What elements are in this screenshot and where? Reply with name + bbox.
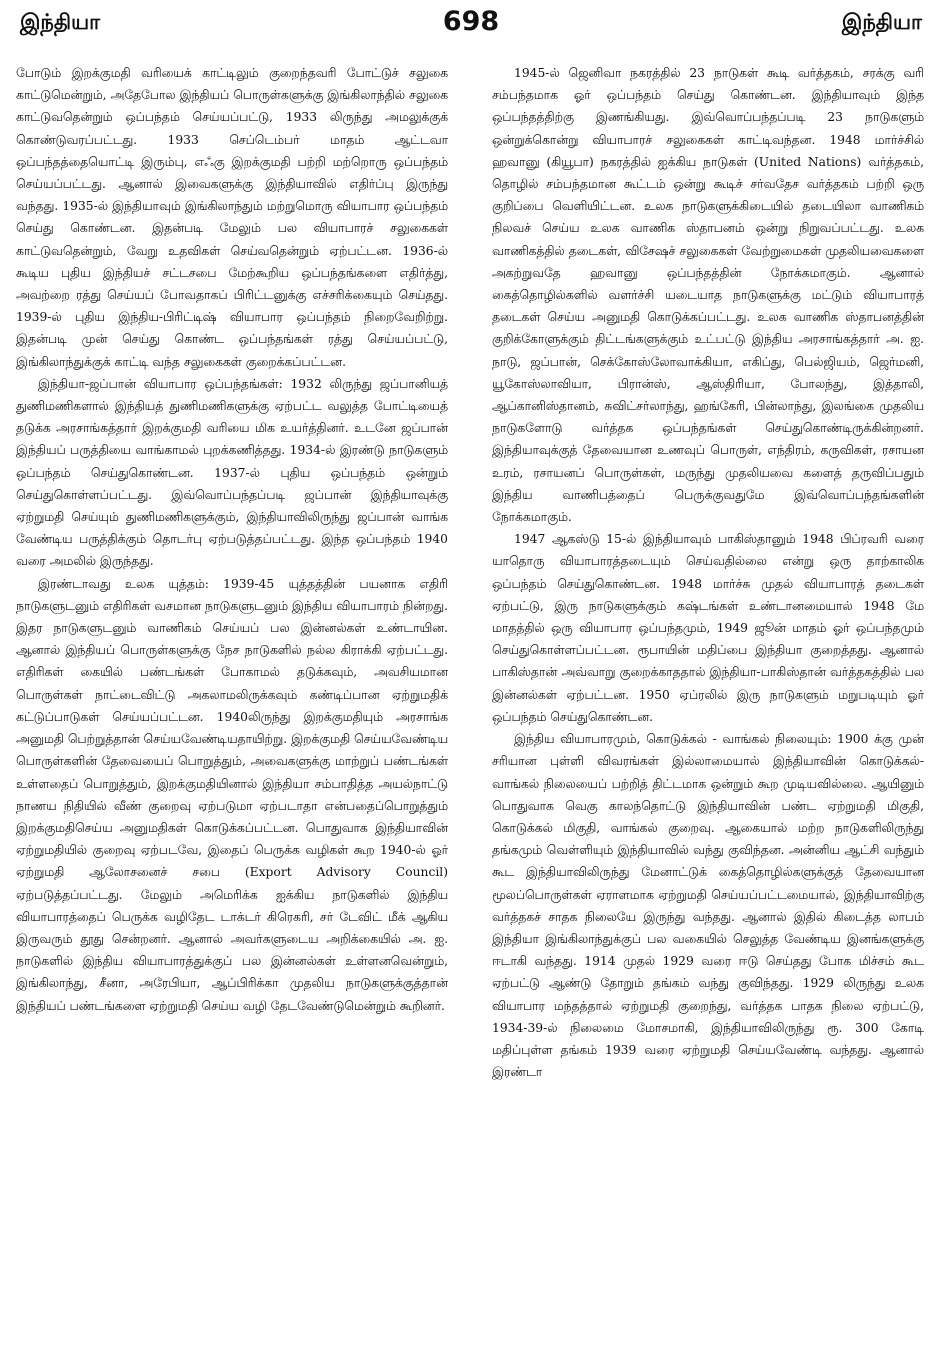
paragraph: 1945-ல் ஜெனிவா நகரத்தில் 23 நாடுகள் கூடி வர்த்தகம், சரக்கு வரி சம்பந்தமாக ஓர் ஒப்பந்தம் செய்து கொண்டன. இந்தியாவும் இந்த ஒப்பந்தத்திற்கு இணங்கியது. இவ்வொப்பந்தப்படி 23 நாடுகளும் ஒன்றுக்கொன்று வியாபாரச் சலுகைகள் காட்டிவந்தன. 1948 மார்ச்சில் ஹவானு (கியூபா) நகரத்தில் ஐக்கிய நாடுகள் (United Nations) வர்த்தகம், தொழில் சம்பந்தமான கூட்டம் ஒன்று கூடிச் சர்வதேச வர்த்தகம் பற்றி ஒரு குறிப்பை வெளியிட்டன. உலக நாடுகளுக்கிடையில் தடையிலா வாணிகம் நிலவச் செய்ய உலக வாணிக ஸ்தாபனம் ஒன்று நிறுவப்பட்டது. உலக வாணிகத்தில் தடைகள், விசேஷச் சலுகைகள் வேற்றுமைகள் முதலியவைகளை அகற்றுவதே ஹவானு ஒப்பந்தத்தின் நோக்கமாகும். ஆனால் கைத்தொழில்களில் வளர்ச்சி யடையாத நாடுகளுக்கு மட்டும் வியாபாரத் தடைகள் செய்ய அனுமதி கொடுக்கப்பட்டது. உலக வாணிக ஸ்தாபனத்தின் குறிக்கோளுக்கும் திட்டங்களுக்கும் உட்பட்டு இந்திய அரசாங்கத்தார் அ. ஐ. நாடு, ஜப்பான், செக்கோஸ்லோவாக்கியா, எகிப்து, பெல்ஜியம், ஜெர்மனி, யூகோஸ்லாவியா, பிரான்ஸ், ஆஸ்திரியா, போலந்து, இத்தாலி, ஆப்கானிஸ்தானம், சுவிட்சர்லாந்து, ஹங்கேரி, பின்லாந்து, இலங்கை முதலிய நாடுகளோடு வர்த்தக ஒப்பந்தங்கள் செய்துகொண்டிருக்கின்றனர். இந்தியாவுக்குத் தேவையான உணவுப் பொருள், எந்திரம், கருவிகள், ரசாயன உரம், ரசாயனப் பொருள்கள், மருந்து முதலியவை களைத் தருவிப்பதும் இந்திய வாணிபத்தைப் பெருக்குவதுமே இவ்வொப்பந்தங்களின் நோக்கமாகும். — [492, 66, 924, 525]
paragraph: இந்தியா-ஜப்பான் வியாபார ஒப்பந்தங்கள்: 1932 லிருந்து ஜப்பானியத் துணிமணிகளால் இந்தியத் துணிமணிகளுக்கு ஏற்பட்ட வலுத்த போட்டியைத் தடுக்க அரசாங்கத்தார் இறக்குமதி வரியை மிக உயர்த்தினர். உடனே ஜப்பான் இந்தியப் பருத்தியை வாங்காமல் புறக்கணித்தது. 1934-ல் இரண்டு நாடுகளும் ஒப்பந்தம் செய்துகொண்டன. 1937-ல் புதிய ஒப்பந்தம் ஒன்றும் செய்துகொள்ளப்பட்டது. இவ்வொப்பந்தப்படி ஜப்பான் இந்தியாவுக்கு ஏற்றுமதி செய்யும் துணிமணிகளுக்கும், இந்தியாவிலிருந்து ஜப்பான் வாங்க வேண்டிய பருத்திக்கும் தொடர்பு ஏற்படுத்தப்பட்டது. இந்த ஒப்பந்தம் 1940 வரை அமலில் இருந்தது. — [16, 376, 448, 569]
left-column — [16, 62, 448, 1354]
running-title-right: இந்தியா — [841, 10, 922, 34]
right-column — [492, 62, 924, 1354]
paragraph: இந்திய வியாபாரமும், கொடுக்கல் - வாங்கல் நிலையும்: 1900 க்கு முன் சரியான புள்ளி விவரங்கள் இல்லாமையால் இந்தியாவின் கொடுக்கல்-வாங்கல் நிலையைப் பற்றித் திட்டமாக ஒன்றும் கூற முடியவில்லை. ஆயினும் பொதுவாக வெகு காலந்தொட்டு இந்தியாவின் பண்ட ஏற்றுமதி மிகுதி, கொடுக்கல் மிகுதி, வாங்கல் குறைவு. ஆகையால் மற்ற நாடுகளிலிருந்து தங்கமும் வெள்ளியும் இந்தியாவில் வந்து குவிந்தன. அன்னிய ஆட்சி வந்தும் கூட இந்தியாவிலிருந்து மேனாட்டுக் கைத்தொழில்களுக்குத் தேவையான மூலப்பொருள்கள் ஏராளமாக ஏற்றுமதி செய்யப்பட்டமையால், இந்தியாவிற்கு வர்த்தகச் சாதக நிலையே இருந்து வந்தது. ஆனால் இதில் கிடைத்த லாபம் இந்தியா இங்கிலாந்துக்குப் பல வகையில் செலுத்த வேண்டிய இனங்களுக்கு ஈடாகி வந்தது. 1914 முதல் 1929 வரை ஈடு செய்தது போக மிச்சம் கூட ஏற்பட்டு ஆண்டு தோறும் தங்கம் வந்து குவிந்தது. 1929 லிருந்து உலக வியாபார மந்தத்தால் ஏற்றுமதி குறைந்து, வர்த்தக பாதக நிலை ஏற்பட்டு, 1934-39-ல் நிலைமை மோசமாகி, இந்தியாவிலிருந்து ரூ. 300 கோடி மதிப்புள்ள தங்கம் 1939 வரை ஏற்றுமதி செய்யவேண்டி வந்தது. ஆனால் இரண்டா — [492, 732, 924, 1080]
running-title-left: இந்தியா — [20, 10, 101, 34]
paragraph: 1947 ஆகஸ்டு 15-ல் இந்தியாவும் பாகிஸ்தானும் 1948 பிப்ரவரி வரை யாதொரு வியாபாரத்தடையும் செய்வதில்லை என்று ஒரு தாற்காலிக ஒப்பந்தம் செய்துகொண்டன. 1948 மார்ச்சு முதல் வியாபாரத் தடைகள் ஏற்பட்டு, இரு நாடுகளுக்கும் கஷ்டங்கள் உண்டானமையால் 1948 மே மாதத்தில் ஒரு வியாபார ஒப்பந்தமும், 1949 ஜூன் மாதம் ஓர் ஒப்பந்தமும் செய்துகொள்ளப்பட்டன. ரூபாயின் மதிப்பை இந்தியா குறைத்தது. ஆனால் பாகிஸ்தான் அவ்வாறு குறைக்காததால் இந்தியா-பாகிஸ்தான் வர்த்தகத்தில் பல இன்னல்கள் ஏற்பட்டன. 1950 ஏப்ரலில் இரு நாடுகளும் மறுபடியும் ஓர் ஒப்பந்தம் செய்துகொண்டன. — [492, 532, 924, 724]
paragraph: போடும் இறக்குமதி வரியைக் காட்டிலும் குறைந்தவரி போட்டுச் சலுகை காட்டுமென்றும், அதேபோல இந்தியப் பொருள்களுக்கு இங்கிலாந்தில் சலுகை காட்டுவதென்றும் ஒப்பந்தம் செய்யப்பட்டு, 1933 லிருந்து அமலுக்குக் கொண்டுவரப்பட்டது. 1933 செப்டெம்பர் மாதம் ஆட்டவா ஒப்பந்தத்தையொட்டி இரும்பு, எஃகு இறக்குமதி பற்றி மற்றொரு ஒப்பந்தம் செய்யப்பட்டது. ஆனால் இவைகளுக்கு இந்தியாவில் எதிர்ப்பு இருந்து வந்தது. 1935-ல் இந்தியாவும் இங்கிலாந்தும் மற்றுமொரு வியாபார ஒப்பந்தம் செய்து கொண்டன. இதன்படி மேலும் பல வியாபாரச் சலுகைகள் காட்டுவதென்றும், வேறு உதவிகள் செய்வதென்றும் ஏற்பட்டன. 1936-ல் கூடிய புதிய இந்தியச் சட்டசபை மேற்கூறிய ஒப்பந்தங்களை எதிர்த்து, அவற்றை ரத்து செய்யப் போவதாகப் பிரிட்டனுக்கு எச்சரிக்கையும் செய்தது. 1939-ல் புதிய இந்திய-பிரிட்டிஷ் வியாபார ஒப்பந்தம் நிறைவேறிற்று. இதன்படி முன் செய்து கொண்ட ஒப்பந்தங்கள் ரத்து செய்யப்பட்டு, இங்கிலாந்துக்குக் காட்டி வந்த சலுகைகள் குறைக்கப்பட்டன. — [16, 66, 448, 369]
page-number: 698 — [442, 6, 500, 37]
paragraph: இரண்டாவது உலக யுத்தம்: 1939-45 யுத்தத்தின் பயனாக எதிரி நாடுகளுடனும் எதிரிகள் வசமான நாடுகளுடனும் இந்திய வியாபாரம் நின்றது. இதர நாடுகளுடனும் வாணிகம் செய்யப் பல இன்னல்கள் உண்டாயின. ஆனால் இந்தியப் பொருள்களுக்கு நேச நாடுகளில் நல்ல கிராக்கி ஏற்பட்டது. எதிரிகள் கையில் பண்டங்கள் போகாமல் தடுக்கவும், அவசியமான பொருள்கள் நாட்டைவிட்டு அகலாமலிருக்கவும் கண்டிப்பான ஏற்றுமதிக் கட்டுப்பாடுகள் செய்யப்பட்டன. 1940லிருந்து இறக்குமதியும் அரசாங்க அனுமதி பெற்றுத்தான் செய்யவேண்டியதாயிற்று. இறக்குமதி செய்யவேண்டிய பொருள்களின் தேவையைப் பொறுத்தும், அவைகளுக்கு மாற்றுப் பண்டங்கள் உள்ளதைப் பொறுத்தும், இறக்குமதியினால் இந்தியா சம்பாதித்த அயல்நாட்டு நாணய நிதியில் வீண் குறைவு ஏற்படுமா ஏற்படாதா என்பதைப்பொறுத்தும் இறக்குமதிசெய்ய அனுமதிகள் கொடுக்கப்பட்டன. பொதுவாக இந்தியாவின் ஏற்றுமதியில் குறைவு ஏற்படவே, இதைப் பெருக்க வழிகள் கூற 1940-ல் ஓர் ஏற்றுமதி ஆலோசனைச் சபை (Export Advisory Council) ஏற்படுத்தப்பட்டது. மேலும் அமெரிக்க ஐக்கிய நாடுகளில் இந்திய வியாபாரத்தைப் பெருக்க வழிதேட டாக்டர் கிரெகரி, சர் டேவிட் மீக் ஆகிய இருவரும் தூது சென்றனர். ஆனால் அவர்களுடைய அறிக்கையில் அ. ஐ. நாடுகளில் இந்திய வியாபாரத்துக்குப் பல இன்னல்கள் உள்ளனவென்றும், இங்கிலாந்து, சீனா, அரேபியா, ஆப்பிரிக்கா முதலிய நாடுகளுக்குத்தான் இந்தியப் பண்டங்களை ஏற்றுமதி செய்ய வழி தேடவேண்டுமென்றும் கூறினர். — [16, 576, 448, 1013]
page-header — [20, 6, 922, 46]
